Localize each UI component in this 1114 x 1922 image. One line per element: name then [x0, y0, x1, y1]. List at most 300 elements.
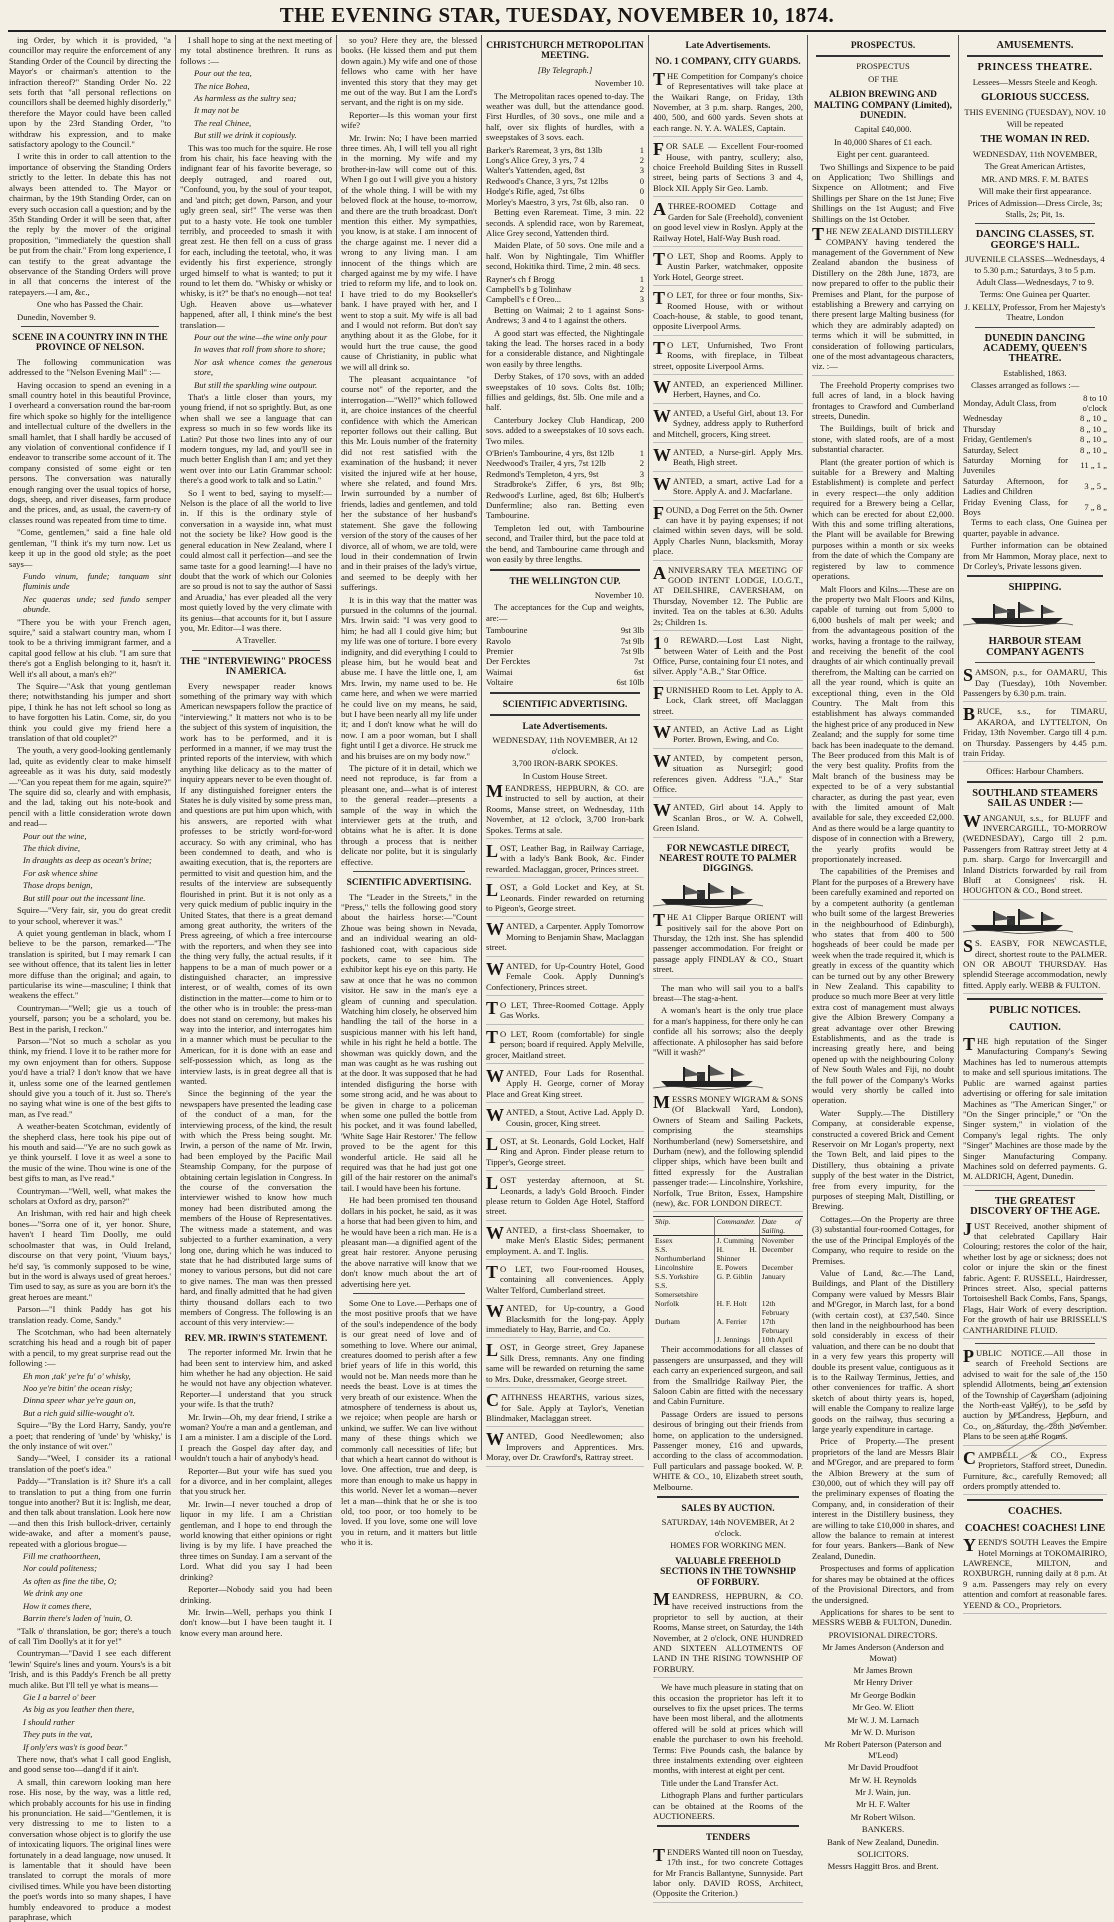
paragraph: An Irishman, with red hair and high cheek bones—"Sorra one of it, yer honor. Shure, haven't I heard Tim Doolly, me ould schoolmaster that was, in Ould Ireland, discourse on that very point, 'Viuum bays,' he'd say, 'is commonly supposed to be wine, but in the word is always used of great heroes.' Tim used to say, as sure as you are born it's the great heroes are meant." [9, 1208, 171, 1302]
drop-initial: S [963, 936, 974, 957]
rule [353, 871, 465, 872]
advertisement [653, 682, 803, 720]
centered-line: WEDNESDAY, 11th NOVEMBER, [972, 148, 1098, 159]
verse-line: But a rich guid sillie-wought o't. [23, 1407, 135, 1418]
advertisement-text: ANTED, by competent person, situation as Nursegirl; good references given. Address "J.A.," Star Office. [653, 752, 803, 794]
verse-line: Pour out the wine, [23, 830, 87, 841]
drop-initial: S [963, 665, 974, 686]
headline: ALBION BREWING AND MALTING COMPANY (Limited), DUNEDIN. [814, 90, 952, 122]
paragraph: Reporter—Nobody said you had been drinking. [180, 1584, 332, 1605]
paragraph: The youth, a very good-looking gentlemanly lad, quite as evidently clear to make himself agreeable as it was his duty, said modestly—"Can you repeat them for me again, squire?" The squire did so, clearly and with emphasis, and the lad, taking out his note-book and pencil with a little consideration wrote down and read— [9, 745, 171, 829]
advertisement-text: O LET, for three or four months, Six-Roomed House, with or without Coach-house, & stable, to good tenant, opposite Liverpool Arms. [653, 290, 803, 332]
drop-initial: M [653, 1588, 670, 1609]
advertisement-text: ANTED, an experienced Milliner. Herbert, Haynes, and Co. [673, 378, 803, 400]
headline: CAUTION. [1009, 1021, 1061, 1033]
advertisement-text: ANTED, a first-class Shoemaker, to make Men's Elastic Sides; permanent employment. A. and T. Inglis. [486, 1224, 644, 1256]
drop-initial: W [486, 958, 504, 979]
table-cell: 6st [633, 666, 644, 677]
advertisement [653, 68, 803, 137]
paragraph: Passage Orders are issued to persons desirous of bringing out their friends from home, on application to the undersigned. Passenger money, £16 and upwards, according to the class of accommodation. Full particulars and passage booked. W. P. WHITE & CO., 10, Elizabeth street south, Melbourne. [653, 1408, 803, 1492]
column-divider [336, 35, 337, 1460]
centered-line: Terms: One Guinea per Quarter. [979, 289, 1091, 300]
centered-line: SATURDAY, 14th NOVEMBER, At 2 o'clock. [661, 1517, 795, 1538]
ship-icon [963, 907, 1073, 933]
advertisement [653, 562, 803, 631]
table-cell: H. F. Holt [714, 1299, 759, 1317]
advertisement-text: OST, in George street, Grey Japanese Silk Dress, remnants. Any one finding same will be rewarded on returning the same to Mrs. Duke, dressmaker, George street. [486, 1342, 644, 1384]
verse-line: I should rather [23, 1716, 75, 1727]
paragraph: The reporter informed Mr. Irwin that he had been sent to interview him, and asked him whether he had any objection. He said he would not have any objection whatever. Reporter—I understand that you struck your wife. Is that the truth? [180, 1347, 332, 1410]
centered-line: Lessees—Messrs Steele and Keogh. [972, 76, 1098, 87]
advertisement-text: OR SALE — Excellent Four-roomed House, with pantry, scullery; also, choice Freehold Building Sites in Russell street, being parts of Sections 3 and 4, Block XII. Apply Sir Geo. Lamb. [653, 141, 803, 193]
table-cell: 0 [639, 175, 644, 186]
centered-line: Eight per cent. guaranteed. [836, 149, 930, 160]
rule [816, 55, 950, 57]
table-row [653, 1245, 803, 1263]
headline: DUNEDIN DANCING ACADEMY, QUEEN'S THEATRE. [982, 332, 1088, 365]
table-cell: 7st [633, 656, 644, 667]
table-cell: 8 „ 10 „ [1080, 423, 1107, 434]
paragraph: Paddy—"Translation is it? Shure it's a call to translation to put a thing from one furrin tongue into another? But it is: Inglish, me dear, and then talk about translation. Look here now—and then this Irish bullock-driver, certainly wide-awake, and after a moment's pause, repeated with a glorious brogue— [9, 1476, 171, 1549]
advertisement [653, 1091, 803, 1212]
drop-initial: M [486, 781, 503, 801]
rule [975, 1343, 1095, 1344]
advertisement [486, 1107, 644, 1132]
column-2 [177, 35, 335, 1638]
table-cell: Redmond's Templeton, 4 yrs, 9st [486, 468, 599, 479]
paragraph: Mr. Irwin—Oh, my dear friend, I strike a woman? You're a man and a gentleman, and I am a minister. I am a disciple of the Lord. I preach the Gospel day after day, and wouldn't touch a hair of anybody's head. [180, 1411, 332, 1464]
advertisement-text: HE A1 Clipper Barque ORIENT will positively sail for the above Port on Thursday, the 12th inst. She has splendid passenger accommodation. For freight or passage apply FINDLAY & CO., Stuart street. [653, 912, 803, 975]
dateline: November 10. [594, 589, 644, 600]
table-cell: Campbell's c f Oreo... [486, 294, 562, 305]
table-row [653, 1236, 803, 1246]
ship-icon [653, 1063, 763, 1089]
table-cell: Essex [653, 1236, 714, 1246]
table-cell: December [761, 1245, 793, 1255]
paragraph: Since the beginning of the year the newspapers have presented the leading case of the conduct of a man, for the interviewing process, of the kind, the result with which the Press being sought. Mr. Irwin, a person of the name of Mr. Irwin, had been employed by the Pacific Mail Steamship Company, for the purpose of obtaining certain legislation in Congress. In the course of the conversation the interviewer wished to know how much money had been distributed among the members of the House of Representatives. The witness made a statement, and was subjected to a further examination, a very long one, during which he was induced to state that he had distributed large sums of money to various persons, but did not care to give names. The man was then pressed hard, and finally admitted that he had given thirty thousand dollars each to two members of Congress. The following is an account of this very interview:— [180, 1088, 332, 1328]
table-cell: Lincolnshire [653, 1263, 714, 1272]
verse-line: How it comes there, [23, 1600, 92, 1611]
advertisement [653, 802, 803, 837]
paragraph: The "Leader in the Streets," in the "Press," tells the following good story about the hairless horse:—"Count Zhoue was being shown in Nevada, and an individual wearing an old-fashioned coat, with capacious side pockets, came to see him. The exhibitor kept his eye on this party. He saw at once that he was no common visitor. He saw in the man's eye a gleam of cunning and speculation. Watching him closely, he observed him handling the tail of the horse in a suspicious manner with his left hand, while in his right he held a bottle. The showman was quickly down, and the man was caught as he was rushing out at the door. It was supposed that he had intended disfiguring the horse with some strong acid, and he was about to be given in charge to a policeman when some one pulled the bottle from his pocket, and it was found labelled, 'White Sage Hair Restorer.' The fellow proved to be the agent for this wonderful article. He said all he required was that he had just got one gill of the hair restorer on the animal's tail. I would have been his fortune. [341, 891, 477, 1193]
headline: PUBLIC NOTICES. [989, 1005, 1081, 1017]
advertisement-text: ANTED, an Active Lad as Light Porter. Brown, Ewing, and Co. [673, 723, 803, 745]
paragraph: Title under the Land Transfer Act. [661, 1777, 779, 1788]
verse-line: As big as you leather then there, [23, 1704, 135, 1715]
table-row [486, 294, 644, 304]
paragraph: The man who will sail you to a ball's breast—The stag-a-hent. [653, 982, 803, 1004]
advertisement-text: ENDERS Wanted till noon on Tuesday, 17th inst., for two concrete Cottages for Mr Francis Ballantyne, Sunnyside. Part labor only. DAVID ROSS, Architect, (Opposite the Criterion.) [653, 1846, 803, 1899]
table-cell: 3 „ 5 „ [1084, 481, 1107, 492]
paragraph: The following communication was addressed to the "Nelson Evening Mail" :— [9, 356, 171, 378]
advertisement [486, 1303, 644, 1338]
advertisement-text: EEND'S SOUTH Leaves the Empire Hotel Mornings at TOKOMAIRIRO, LAWRENCE, MILTON, and ROXBURGH, running daily at 8 p.m. At 9 a.m. Passengers may rely on every attention and comfort at reasonable fares. YEEND & CO., Proprietors. [963, 1537, 1107, 1610]
column-header: Date of Sailing. [759, 1217, 803, 1236]
results-table [486, 625, 644, 687]
drop-initial: F [653, 502, 664, 523]
headline: THE WOMAN IN RED. [980, 134, 1090, 146]
verse-line: The nice Bohea, [194, 80, 250, 91]
verse-line: Nor could politeness; [23, 1563, 97, 1574]
headline: SCENE IN A COUNTRY INN IN THE PROVINCE OF NELSON. [12, 332, 168, 354]
table-cell: Durham [653, 1317, 714, 1335]
paragraph: ing Order, by which it is provided, "a councillor may require the enforcement of any Standing Order of the Council by directing the Mayor's or chairman's attention to the infraction thereof?" Standing Order No. 22 sets forth that "all personal reflections on councillors shall be deemed highly disorderly," therefore the Mayor could have been called upon by the 23rd Standing Order, "to withdraw his expression, and to make satisfactory apology to the Council." [9, 35, 171, 150]
advertisement-text: OST, Leather Bag, in Railway Carriage, with a lady's Bank Book, &c. Finder rewarded. Maclaggan, grocer, Princes street. [486, 843, 644, 874]
centered-line: 3,700 IRON-BARK SPOKES. [512, 758, 618, 769]
table-cell: 3 [639, 294, 644, 305]
headline: TENDERS [705, 1833, 751, 1844]
table-cell: Wednesday [963, 413, 1003, 424]
advertisement-text: AITHNESS HEARTHS, various sizes, for Sale. Apply at Taylor's, Venetian Blindmaker, Maclaggan street. [486, 1392, 644, 1423]
table-cell: 6st 10lb [616, 677, 644, 688]
advertisement [486, 783, 644, 839]
drop-initial: T [486, 1026, 499, 1047]
headline: THE WELLINGTON CUP. [509, 576, 621, 587]
table-cell: 8 to 10 o'clock [1082, 392, 1107, 413]
advertisement-text: 0 REWARD.—Lost Last Night, between Water of Leith and the Post Office, Purse, containing four £1 notes, and silver. Apply "A.B.," Star Office. [653, 635, 803, 677]
verse-line: If only'ers was't is good bear." [23, 1741, 128, 1752]
paragraph: It is in this way that the matter was pursued in the columns of the journal. Mrs. Irwin said: "I was very good to him; he had all I could give him; but my life was one of torture. I bore every indignity, and did everything I could to please him, but he would beat and abuse me. I have the little one, I, am Mrs. Irwin, my name used to be. He came here, and when we were married he could live on my means, he said, but I have been nearly all my life under it; and I don't know what he will do now. I am a poor woman, but I shall fight until I get a divorce. He struck me and his bruises are on my body now." [341, 594, 477, 761]
advertisement-text: ANTED, for Up-country, a Good Blacksmith for the long-pay. Apply immediately to Hay, Barrie, and Co. [486, 1303, 644, 1335]
table-cell: 2 [639, 155, 644, 166]
drop-initial: T [653, 337, 666, 358]
paragraph: Some One to Love.—Perhaps one of the most positive proofs that we have of the soul's independence of the body is our great need of love and of something to love. Where our animal, creatures doomed to perish after a few brief years of life in this world, this would not be. Man needs more than he needs the beast. Love is at times the very breath of our existence. When the atmosphere of tenderness is about us, we rejoice; when people are harsh or unkind, we suffer. We can live without many of these things which we commonly call necessities of life; but that which a heart cannot do without is love. One affection, true and deep, is more than enough to make us happy in this world. Never let a woman—never let a man—think that he or she is too old, too poor, or too homely to be loved. If you love, some one will love you in return, and it matters but little who it is. [341, 1297, 477, 1548]
paragraph: Countryman—"Well, well, what makes the scholars at Oxford as dry, parson?" [9, 1185, 171, 1207]
verse-line: Fundo vinum, funde; tanquam sint fluminis unde [23, 570, 171, 592]
advertisement-text: O LET, Unfurnished, Two Front Rooms, with fireplace, in Tilbeat street, opposite Liverpool Arms. [653, 339, 803, 371]
rule [967, 575, 1103, 577]
advertisement [486, 1222, 644, 1260]
table-cell [714, 1281, 759, 1299]
paragraph: "Talk o' thranslation, be gor; there's a touch of call Tim Doolly's at it for ye!" [9, 1625, 171, 1646]
headline: NO. 1 COMPANY, CITY GUARDS. [655, 57, 801, 68]
paragraph: The Buildings, built of brick and stone, with slated roofs, are of a most substantial character. [812, 423, 954, 455]
headline: THE "INTERVIEWING" PROCESS IN AMERICA. [180, 656, 332, 678]
headline: PROSPECTUS. [850, 41, 916, 51]
table-cell: G. P. Giblin [714, 1272, 759, 1281]
advertisement [653, 447, 803, 472]
advertisement-text: URNISHED Room to Let. Apply to A. Lock, Clark street, off Maclaggan street. [653, 684, 803, 716]
advertisement [486, 1065, 644, 1103]
results-table [486, 145, 644, 207]
table-row [486, 646, 644, 656]
advertisement [653, 376, 803, 404]
advertisement [486, 1392, 644, 1427]
table-cell: Voltaire [486, 677, 514, 688]
advertisement [486, 1342, 644, 1388]
results-table [963, 393, 1107, 518]
verse-line: It may not be [194, 105, 240, 116]
paragraph: The Scotchman, who had been alternately scratching his head and a rough bit of paper with a pencil, to my great surprise read out the following :— [9, 1326, 171, 1369]
centered-line: Capital £40,000. [854, 124, 912, 135]
verse-line: As harmless as the sultry sea; [194, 93, 297, 104]
list-item: Mr George Bodkin [850, 1689, 916, 1700]
centered-line: Adult Class—Wednesdays, 7 to 9. [976, 276, 1094, 287]
table-cell: S.S. Yorkshire [653, 1272, 714, 1281]
paragraph: I write this in order to call attention to the importance of observing the Standing Orders strictly to the letter. In debate this has not always been attended to. The Mayor or chairman, by the 19th Standing Order, can on every such occasion call a question; and by the 35th Standing Order it will be seen that, after the reply by the mover of the original proposition, "immediately the question shall be put from the chair." From long experience, I can testify to the great advantage the observance of the Standing Orders will prove in all that concerns the interest of the ratepayers.—I am, &c., [9, 151, 171, 297]
drop-initial: P [963, 1346, 974, 1367]
paragraph: Betting even Raremeat. Time, 3 min. 22 seconds. A splendid race, won by Raremeat, Alice Grey second, Yattenden third. [486, 207, 644, 238]
table-row [963, 445, 1107, 455]
byline: [By Telegraph.] [537, 64, 593, 75]
table-row [653, 1317, 803, 1335]
drop-initial: L [486, 1340, 499, 1361]
paragraph: Mr. Irwin—I never touched a drop of liquor in my life. I am a Christian gentleman, and I hope to end through the world knowing that either opinions or right living is by my life. I have preached the three times on Sunday. I am a servant of the Lord. What did you say I had been drinking? [180, 1498, 332, 1582]
table-cell: 7 „ 8 „ [1084, 501, 1107, 512]
paragraph: The Squire—"Ask that young gentleman there; notwithstanding his jumper and short pipe, I think he has not left school so long as to have forgotten his Latin. Come, sir, do you think you could give my friend here a translation of that old couplet?" [9, 680, 171, 743]
table-row [486, 469, 644, 479]
paragraph: Squire—"Very fair, sir, you do great credit to your school, wherever it was." [9, 905, 171, 926]
advertisement-text: NNIVERSARY TEA MEETING OF GOOD INTENT LODGE, I.O.G.T., AT DEILSHIRE, CAVERSHAM, on Thursday, November 12. The Public are invited. Tea on the tables at 6.30. Adults 2s; Children 1s. [653, 564, 803, 627]
advertisement [653, 201, 803, 247]
advertisement-text: OST, at St. Leonards, Gold Locket, Half Ring and Apron. Finder please return to Tipper's, George street. [486, 1135, 644, 1167]
verse-line: In draughts as deep as ocean's brine; [23, 855, 152, 866]
advertisement-text: ANTED, for Up-Country Hotel, Good Female Cook. Apply Dunning's Confectionery, Princes street. [486, 960, 644, 992]
advertisement [653, 635, 803, 681]
verse-line: Dinna speer whar ye're gaun on, [23, 1395, 136, 1406]
drop-initial: W [963, 810, 981, 831]
table-cell: Saturday, Select [963, 444, 1019, 455]
paragraph: Mr. Irwin: No; I have been married three times. Ah, I will tell you all right in the morning. My wife and my brother-in-law will come out of this. When I go out I will give you a history of the whole thing. I will be with my beloved flock at the house, to-morrow, and there are the truth broadcast. Don't mention this either. My sympathies, you know, is at stake. I am innocent of the charge against me. I never did a wrong to any living man. I am innocent of the things which are charged against me by my wife. I have tried to reform my life, and to look on. I have tried to do my Bookseller's bank. I have prayed with her, and I went to stop a suit. My wife is all bad and I would not reform. But don't say anything about it as the Globe, for it would hurt the true cause, the good cause of Christianity, in public what we will all drink so. [341, 132, 477, 372]
drop-initial: T [653, 910, 666, 931]
paragraph: "There you be with your French agen, squire," said a stalwart country man, whom I took to be a thriving immigrant farmer, and a capital good fellow at his club. "I am sure that there's got a English belonging to it, hasn't it. Well it's all about, a man's eh?" [9, 616, 171, 679]
rule [21, 326, 159, 327]
advertisement-text: UBLIC NOTICE.—All those in search of Freehold Sections are advised to wait for the sale of the 150 splendid Allotments, being an extension of the Township of Caversham (adjoining the North-east Valley), to be sold by auction by M'Landress, Hepburn, and Co., on Saturday, the 28th November. Plans to be seen at the Rooms. [963, 1348, 1107, 1442]
paragraph: Value of Land, &c.—The Land, Buildings, and Plant of the Distillery Company were valued by Messrs Blair and M'Gregor, in March last, for a bond (with certain cost), at £37,540. Since then land in the neighbourhood has been sold considerably in excess of their valuation, and there can be no doubt that in a very few years this property will double its present value, contiguous as it is to the Railway Terminus, Jetties, and other conveniences for traffic. A short sketch of about thirty years is, hoped, will enable the Company to realize large goods on the railway, thus securing a large yearly expenditure in cartage. [812, 1267, 954, 1434]
paragraph: Maiden Plate, of 50 sovs. One mile and a half. Won by Nightingale, Tim Whiffler second, Hokitika third. Time, 2 min. 48 secs. [486, 240, 644, 272]
centered-line: Prices of Admission—Dress Circle, 3s; Stalls, 2s; Pit, 1s. [967, 198, 1103, 219]
table-row [486, 667, 644, 677]
drop-initial: C [486, 1390, 499, 1411]
headline: GLORIOUS SUCCESS. [981, 92, 1089, 104]
centered-line: Will be repeated [1006, 119, 1064, 130]
paragraph: The acceptances for the Cup and weights, are:— [486, 602, 644, 623]
verse-line: The thick divine, [23, 843, 81, 854]
advertisement [653, 405, 803, 443]
advertisement-text: HE high reputation of the Singer Manufacturing Company's Sewing Machines has led to numerous attempts to make and sell spurious imitations. The Public are warned against parties advertising or offering for sale imitation Machines as "The American Singer," or "On the Singer principle," or "On the Singer system," in violation of the Company's legal rights. The only "Singer" Machines are those made by the Singer Manufacturing Company. Machines sold on deferred payments. G. M. ALDRICH, Agent, Dunedin. [963, 1036, 1107, 1182]
table-cell: Waimai [486, 666, 513, 677]
drop-initial: W [486, 919, 504, 940]
table-row [486, 165, 644, 175]
table-cell: 3 [639, 165, 644, 176]
advertisement [486, 1264, 644, 1299]
verse-line: But still pour out the incessant line. [23, 892, 146, 903]
headline: SCIENTIFIC ADVERTISING. [502, 699, 628, 710]
table-cell: H. H. Shinner [714, 1245, 759, 1263]
table-cell: 0 [639, 186, 644, 197]
table-cell: Premier [486, 645, 514, 656]
table-cell: 11 „ 1 „ [1080, 460, 1107, 471]
column-divider [175, 35, 176, 1460]
verse-line: Pour out the wine—the wine only pour [194, 331, 328, 342]
paragraph: Applications for shares to be sent to MESSRS WEBB & FULTON, Dunedin. [812, 1606, 954, 1628]
advertisement-text: ANTED, a Useful Girl, about 13. For Sydney, address apply to Rutherford and Mitchell, grocers, King street. [653, 407, 803, 439]
paragraph: Every newspaper reader knows something of the primary way with which American newspapers follow the practice of "interviewing." It matters not who is to be the subject of this system of inquisition, the work has to be performed, and it is performed in a manner, if we may trust the printed reports of the interview, with which anything like delicacy as to the matter of inquiry appears never to be even thought of. If any distinguished foreigner enters the States he is duly visited by some press man, and questions are put him upon which, with his answers, are reported with what professes to be strictly word-for-word accuracy. So with any criminal, who has been condemned to death, and who is awaiting execution, that is, the reporters are permitted to visit and question him, and the results of the interview are subsequently flourished in print. But it is not only as a very quick medium of public inquiry in the United States, that there is a great demand among great authority, the writers of the Press agreeing, of which a free intercourse with the reporters, and when they see into the thing very fully, the actual results, if it happens to be a man of much power or a distinguished character, an impressive interest, or of wealth, comes of its own distinction in the matter—come to him or to the other who is in trouble: the press-man does not stand on ceremony, but makes his way into the interior, and interrogates him in a manner which must be peculiar to the American, for it is done with an ease and self-possession which, as long as the interview lasts, is in great degree all that is wanted. [180, 680, 332, 1086]
advertisement [653, 1588, 803, 1678]
table-cell: 10th April [761, 1335, 793, 1345]
ship-icon [963, 600, 1073, 626]
table-row [486, 176, 644, 186]
headline: SOUTHLAND STEAMERS SAIL AS UNDER :— [972, 787, 1098, 810]
table-cell: Norfolk [653, 1299, 714, 1317]
table-row [486, 656, 644, 666]
paragraph: Parson—"Not so much a scholar as you think, my friend. I love it to be rather more for my own enjoyment than for others. Suppose you'd have a trial? I don't know that we have it, unless some one of the learned gentlemen should give you a touch of it. Just so. There's no saying what wine is one of the best gifts to man, as I've read." [9, 1035, 171, 1119]
headline: SHIPPING. [1008, 582, 1062, 594]
drop-initial: W [653, 750, 671, 771]
drop-initial: W [486, 1222, 504, 1243]
list-item: Mr Robert Paterson (Paterson and M'Leod) [824, 1739, 942, 1760]
paragraph: Having occasion to spend an evening in a small country hotel in this beautiful Province, I overheard a conversation round the bar-room fire which spoke so highly for the intelligence and intellectual culture of the dwellers in the small hamlet, that I shall hardly be accused of any violation of conventional confidence if I endeavor to transcribe some account of it. The company consisted of some eight or ten persons. The conversation was naturally enough ranging over the usual topics of horse, dogs, sheep, and river diseases, farm produce and the prices, and, as usual, the cavern-ry of classes round was repeated from time to time. [9, 379, 171, 525]
table-cell: Friday Evening Class, for Boys [963, 496, 1068, 518]
advertisement-text: OST, a Gold Locket and Key, at St. Leonards. Finder rewarded on returning to Pigeon's, George street. [486, 882, 644, 914]
table-cell: 1 [639, 144, 644, 155]
headline: HARBOUR STEAM COMPANY AGENTS [986, 636, 1084, 658]
advertisement [653, 337, 803, 375]
advertisement-text: UST Received, another shipment of that celebrated Capillary Hair Colouring; restores the color of the hair, whether lost by age or sickness; does not color or injure the skin or the finest fabric. Agent: F. RUSSELL, Hairdresser, Princes street. Also, special patterns Tortoiseshell Back Combs, Fans, Spangs, Flags, Hair Work of every description. For the growth of hair use BRISSELL'S CANTHARIDINE FLUID. [963, 1220, 1107, 1335]
table-cell: Hodge's Rifle, aged, 7st 6lbs [486, 186, 585, 197]
table-cell: 2 [639, 283, 644, 294]
centered-line: Established, 1863. [1003, 367, 1067, 378]
rule [657, 1496, 799, 1498]
advertisement-text: OUND, a Dog Ferret on the 5th. Owner can have it by paying expenses; if not claimed within seven days, will be sold. Apply Charles Nunn, blacksmith, Moray place. [653, 504, 803, 557]
paragraph: Sandy—"Weel, I consider its a rational translation of the poet's idea." [9, 1453, 171, 1474]
table-cell: 8 „ 10 „ [1080, 444, 1107, 455]
paragraph: That's a little closer than yours, my young friend, if not so sprightly. But, as one when shall we see a language that can express so much in so few words like its Latin? Put those two lines into any of our modern tongues, my lad, and you'll see in much better English than I am; and yet they went over into our Latin Grammar school: there's a good work to talk and so Latin." [180, 392, 332, 486]
table-row [486, 155, 644, 165]
advertisement [486, 882, 644, 917]
table-row [653, 1335, 803, 1344]
list-item: Mr Robert Wilson. [850, 1811, 916, 1822]
centered-line: MR. AND MRS. F. M. BATES [981, 173, 1089, 184]
verse-line: Noo ye're bitin' the ocean risky; [23, 1382, 133, 1393]
table-cell: 7st 9lb [620, 645, 644, 656]
table-cell: 1 [639, 273, 644, 284]
centered-line: JUVENILE CLASSES—Wednesdays, 4 to 5.30 p.m.; Saturdays, 3 to 5 p.m. [965, 254, 1105, 275]
paragraph: Water Supply.—The Distillery Company, at considerable expense, constructed a covered Brick and Cement Reservoir on Mr Logan's property, next the Town Belt, and laid pipes to the Distillery, thus obtaining a private supply of the best water in the District, free from every impurity, for the purposes of steeping Malt, Distilling, or Brewing. [812, 1107, 954, 1212]
paragraph: He had been promised ten thousand dollars in his pocket, he said, as it was a horse that had been given to him, and he would have been a rich man. He is a pleasant man—a dignified agent of the great hair restorer. Anyone perusing the above narrative will know that we don't know much about the art of advertising here yet. [341, 1195, 477, 1289]
table-cell: 1 [639, 448, 644, 459]
centered-line: WEDNESDAY, 11th NOVEMBER, At 12 o'clock. [492, 735, 638, 756]
centered-line: The Great American Artistes, [984, 161, 1086, 172]
list-item: Mr James Brown [853, 1664, 913, 1675]
paragraph: The Freehold Property comprises two full acres of land, in a block having frontages to Crawford and Cumberland streets, Dunedin. [812, 379, 954, 421]
headline: FOR NEWCASTLE DIRECT, NEAREST ROUTE TO PALMER DIGGINGS. [659, 843, 797, 875]
advertisement [653, 502, 803, 561]
advertisement [653, 248, 803, 286]
advertisement-text: OST yesterday afternoon, at St. Leonards, a lady's Gold Brooch. Finder please return to Golden Age Hotel, Stafford street. [486, 1175, 644, 1217]
drop-initial: A [653, 199, 666, 220]
paragraph: There now, that's what I call good English, and good sense too—dang'd if it ain't. [9, 1753, 171, 1775]
advertisement [486, 1026, 644, 1064]
advertisement-text: O LET, Shop and Rooms. Apply to Austin Parker, watchmaker, opposite York Hotel, George street. [653, 250, 803, 282]
headline: THE GREATEST DISCOVERY OF THE AGE. [970, 1195, 1100, 1218]
advertisement-text: ANTED, a smart, active Lad for a Store. Apply A. and J. Macfarlane. [673, 475, 803, 497]
list-item: Mr David Proudfoot [847, 1762, 919, 1773]
drop-initial: W [653, 721, 671, 742]
paragraph: A small, thin careworn looking man here rose. His nose, by the way, was a little red, which probably accounts for his use in finding his pronunciation. He said—"Gentlemen, it is very distressing to me to listen to a conversation whose object is to glorify the use of intoxicating liquors. The original lines were fortunately in a dead language, now unused. It is lamentable that it should have been translated to corrupt the morals of more civilised times. While you have been distorting the poet's words into so many shapes, I have humbly endeavored to produce a modest paraphrase, which [9, 1776, 171, 1922]
headline: VALUABLE FREEHOLD SECTIONS IN THE TOWNSHIP OF FORBURY. [660, 1556, 796, 1588]
paragraph: Squire—"By the Lord Harry, Sandy, you're a poet; that rendering of 'unde' by 'whisky,' is the only instance of wit over." [9, 1420, 171, 1451]
list-item: Mr J. Wain, jun. [855, 1787, 911, 1797]
centered-line: In Custom House Street. [522, 770, 608, 781]
table-cell: Barker's Raremeat, 3 yrs, 8st 13lb [486, 144, 603, 155]
column-header: Ship. [653, 1217, 714, 1236]
masthead: THE EVENING STAR, TUESDAY, NOVEMBER 10, 1874. [279, 3, 835, 27]
table-cell: J. Jennings [714, 1335, 759, 1344]
drop-initial: T [653, 1844, 666, 1865]
results-table [486, 274, 644, 305]
advertisement-text: ANTED, Four Lads for Rosenthal. Apply H. George, corner of Moray Place and Great King street. [486, 1067, 644, 1099]
column-divider [648, 35, 649, 1460]
advertisement-text: ANGANUI, s.s., for BLUFF and INVERCARGILL, TO-MORROW (WEDNESDAY), Cargo till 2 p.m. Passengers from Rattray street Jetty at 4 p.m. sharp. Cargo for Invercargill and Inland Districts forwarded by rail from Bluff at Consignees' risk. H. HOUGHTON & CO., Bond street. [963, 812, 1107, 896]
advertisement [963, 706, 1107, 762]
advertisement-text: ANTED, a Stout, Active Lad. Apply D. Cousin, grocer, King street. [506, 1107, 644, 1128]
paragraph: A woman's heart is the only true place for a man's happiness, for there only he can confide all his sorrows; also the deeply affectionate. A philosopher has said before "Will it wash?" [653, 1005, 803, 1058]
centered-line: In 40,000 Shares of £1 each. [833, 136, 933, 147]
paragraph: Plant (the greater portion of which is suitable for a Brewery and Malting Establishment) is complete and perfect in every respect—the only addition required for a Brewery being a Cellar, which can be erected for about £2,000. With this and some trifling alterations, the Plant will be available for Brewing purposes within a month or six weeks from the date of which the Company are registered by law to commence operations. [812, 456, 954, 582]
table-row [963, 413, 1107, 423]
table-row [486, 677, 644, 687]
paragraph: Two Shillings and Sixpence to be paid on Application; Two Shillings and Sixpence on Allotment; and Five Shillings per Share on the 1st June; Five Shillings on the 1st August; and Five Shillings on the 1st October. [812, 161, 954, 224]
rule [975, 327, 1095, 328]
paragraph: A weather-beaten Scotchman, evidently of the shepherd class, here took his pipe out of his mouth and said—"Ye are no such gowk as ye think yourself. I love it as weel a sone to the music of the wine. Thou wine is one of the best gifts to man, as I've read." [9, 1121, 171, 1184]
headline: Late Advertisements. [522, 721, 608, 732]
centered-line: OF THE [868, 73, 898, 84]
table-cell: Needwood's Trailer, 4 yrs, 7st 12lb [486, 458, 606, 469]
margin-pen-strokes [984, 1372, 1094, 1462]
advertisement-text: AMSON, p.s., for OAMARU, This Day (Tuesday), 10th November. Passengers by 6.30 p.m. train. [963, 667, 1107, 698]
table-row [963, 434, 1107, 444]
table-cell: A. Ferrier [714, 1317, 759, 1335]
paragraph: Derby Stakes, of 170 sovs, with an added sweepstakes of 10 sovs. Colts 8st. 10lb; fillies and geldings, 8st. 5lb. One mile and a half. [486, 371, 644, 413]
centered-line: J. KELLY, Professor, From her Majesty's Theatre, London [964, 301, 1106, 323]
paragraph: A quiet young gentleman in black, whom I believe to be the parson, remarked—"The translation is spirited, but I may remark I can see without offence, that its talent lies in letter more diffuse than the original; and again, to particularise its wine—masculine; I think that weakens the effect." [9, 927, 171, 1001]
table-row [963, 476, 1107, 497]
table-row [486, 197, 644, 207]
table-cell: E. Powers [714, 1263, 759, 1272]
table-row [963, 393, 1107, 414]
rule [975, 662, 1095, 663]
rule [353, 1293, 465, 1294]
verse-line: Fill me crathoortheen, [23, 1551, 101, 1562]
centered-line: Will make their first appearance. [978, 186, 1092, 197]
drop-initial: L [486, 1133, 499, 1154]
table-cell: Long's Alice Grey, 3 yrs, 7 4 [486, 155, 585, 166]
list-item: Mr H. F. Walter [855, 1799, 911, 1810]
sailing-schedule [653, 1216, 803, 1344]
headline: REV. MR. IRWIN'S STATEMENT. [184, 1333, 328, 1344]
table-cell: Saturday Morning for Juveniles [963, 455, 1068, 476]
advertisement [653, 141, 803, 197]
advertisement-text: ANTED, a Carpenter. Apply Tomorrow Morning to Benjamin Shaw, Maclaggan street. [486, 921, 644, 953]
advertisement-text: EANDRESS, HEPBURN, & CO. have received instructions from the proprietor to sell by auction, at their Rooms, Manse street, on Saturday, the 14th November, at 2 o'clock, ONE HUNDRED AND SIXTEEN ALLOTMENTS OF LAND IN THE RISING TOWNSHIP OF FORBURY. [653, 1590, 803, 1674]
table-cell: Monday, Adult Class, from [963, 397, 1057, 408]
drop-initial: J [963, 1218, 972, 1239]
verse-line: Those drops benign, [23, 880, 93, 891]
paragraph: Templeton led out, with Tambourine second, and Trailer third, but the pace told at the bend, and Tambourine came through and won easily by three lengths. [486, 522, 644, 565]
table-cell: 8 „ 10 „ [1080, 413, 1107, 424]
advertisement-text: O LET, Room (comfortable) for single person; board if required. Apply Melville, grocer, Maitland street. [486, 1028, 644, 1060]
table-cell: Walter's Yattenden, aged, 8st [486, 165, 585, 176]
drop-initial: F [653, 139, 664, 160]
headline: SALES BY AUCTION. [681, 1504, 775, 1515]
advertisement [486, 921, 644, 956]
table-cell: 2 [639, 458, 644, 469]
table-cell: Tambourine [486, 625, 528, 636]
paragraph: The capabilities of the Premises and Plant for the purposes of a Brewery have been carefully examined and reported on by a competent authority (a gentleman who built some of the largest Breweries in the neighbourhood of Edinburgh), who states that from 400 to 500 hogsheads of beer could be made per week when the trade required it, which is greatly in excess of the quantity which can be turned out by any other Brewery in New Zealand. This capability to produce so much more Beer at very little extra cost of management must always give the Albion Brewery Company a great advantage over other Brewing Establishments, and as the trade is increasing greatly here, and being opened up with the neighbouring Colony of New South Wales and Fiji, no doubt the full power of the Company's Works would very shortly be called into operation. [812, 866, 954, 1106]
advertisement [963, 667, 1107, 702]
drop-initial: W [486, 1065, 504, 1086]
